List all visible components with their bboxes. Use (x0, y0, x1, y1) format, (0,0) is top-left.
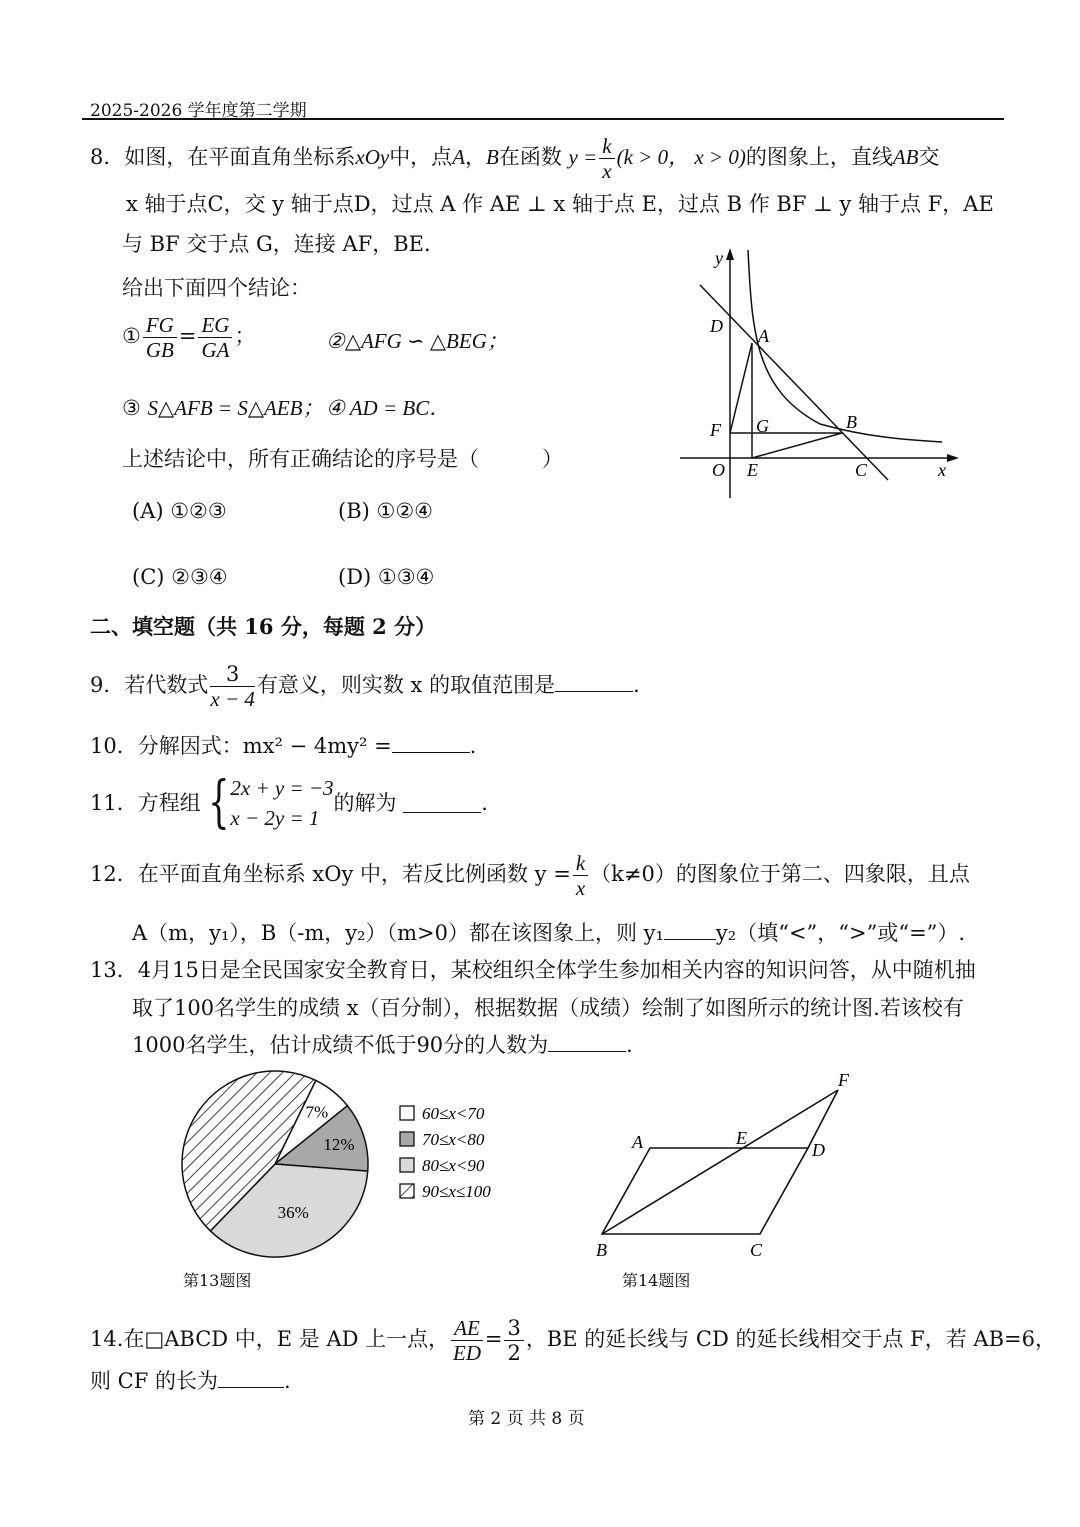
legend-label-2: 70≤x<80 (422, 1130, 485, 1149)
pie-slice-label-1: 7% (305, 1102, 329, 1122)
legend-label-4: 90≤x≤100 (422, 1182, 491, 1201)
segment-bf (602, 1090, 838, 1234)
label-y: y (715, 248, 723, 268)
q13-figure-caption: 第13题图 (183, 1271, 252, 1290)
legend-swatch-1 (400, 1106, 414, 1120)
q8-line-2: x 轴于点C，交 y 轴于点D，过点 A 作 AE ⊥ x 轴于点 E，过点 B 作 BF ⊥ y 轴于点 F，AE (126, 192, 994, 216)
exam-term: 2025-2026 学年度第二学期 (90, 101, 307, 121)
legend-swatch-4 (400, 1184, 414, 1198)
label-b: B (846, 412, 857, 432)
q8-option-d[interactable]: (D) ①③④ (338, 565, 435, 589)
label-f: F (710, 420, 721, 440)
segment-be (752, 433, 842, 458)
label-x: x (938, 460, 946, 480)
label-f: F (838, 1070, 849, 1090)
q8-conclusion-3: ③ S△AFB = S△AEB； (122, 396, 324, 420)
q12-answer-blank[interactable] (664, 921, 716, 940)
q12-line-1: 12．在平面直角坐标系 xOy 中，若反比例函数 y = $\frac{k}{x}$ （k≠0）的图象位于第二、四象限，且点 (90, 851, 970, 900)
label-a: A (632, 1132, 643, 1152)
q8-fraction-k-over-x: $\frac{k}{x}$ (599, 134, 614, 183)
label-c: C (750, 1240, 763, 1260)
legend-label-1: 60≤x<70 (422, 1104, 485, 1123)
q11-answer-blank[interactable] (403, 794, 481, 813)
label-b: B (596, 1240, 607, 1260)
label-g: G (756, 416, 769, 436)
q13-line-1: 13．4月15日是全民国家安全教育日，某校组织全体学生参加相关内容的知识问答，从中随机抽 (90, 958, 976, 982)
label-d: D (812, 1140, 825, 1160)
pie-slice-label-2: 12% (323, 1135, 355, 1155)
line-dc (700, 285, 888, 480)
q14-line-2: 则 CF 的长为 . (90, 1369, 291, 1393)
q13-pie-chart (170, 1070, 550, 1260)
header-rule (82, 118, 1004, 120)
q8-question: 上述结论中，所有正确结论的序号是（ ） (122, 447, 563, 471)
q8-conclusion-1: ① $\frac{FG}{GB}$ = $\frac{EG}{GA}$ ； (122, 313, 256, 362)
hyperbola-curve (748, 250, 942, 442)
x-axis-arrow (947, 454, 959, 462)
q14-answer-blank[interactable] (218, 1369, 284, 1388)
q13-line-3: 1000名学生，估计成绩不低于90分的人数为 . (132, 1033, 633, 1057)
label-e: E (736, 1128, 747, 1148)
q10-answer-blank[interactable] (392, 734, 470, 753)
q8-line-3: 与 BF 交于点 G，连接 AF，BE． (122, 232, 445, 256)
y-axis-arrow (726, 248, 734, 260)
legend-swatch-2 (400, 1132, 414, 1146)
legend-swatch-3 (400, 1158, 414, 1172)
q8-option-a[interactable]: (A) ①②③ (132, 499, 227, 523)
q11: 11．方程组 { 2x + y = −3 x − 2y = 1 的解为 . (90, 770, 488, 835)
label-o: O (712, 460, 725, 480)
q14-figure-caption: 第14题图 (622, 1271, 691, 1290)
q10: 10．分解因式：mx² − 4my² = . (90, 734, 477, 758)
q8-conclusion-2: ②△AFG ∽ △BEG； (326, 329, 508, 353)
legend-label-3: 80≤x<90 (422, 1156, 485, 1175)
q8-line-1: 8．如图，在平面直角坐标系xOy中，点A，B在函数 y = $\frac{k}{x}$ (k > 0， x > 0)的图象上，直线AB交 (90, 134, 940, 183)
label-e: E (747, 460, 758, 480)
q8-figure (670, 240, 970, 510)
q8-conclusion-4: ④ AD = BC． (326, 396, 451, 420)
label-c: C (855, 460, 868, 480)
q14-line-1: 14.在□ABCD 中，E 是 AD 上一点， $\frac{AE}{ED}$ = $\frac{3}{2}$ ，BE 的延长线与 CD 的延长线相交于点 F，若 AB=6， (90, 1316, 1056, 1365)
q8-intro: 给出下面四个结论： (122, 276, 311, 300)
page-number: 第 2 页 共 8 页 (468, 1409, 585, 1429)
q8-option-c[interactable]: (C) ②③④ (132, 565, 228, 589)
q9: 9．若代数式 $\frac{3}{x - 4}$ 有意义，则实数 x 的取值范围是 . (90, 662, 640, 711)
q13-line-2: 取了100名学生的成绩 x（百分制），根据数据（成绩）绘制了如图所示的统计图.若该校有 (132, 996, 964, 1020)
q14-figure (590, 1068, 870, 1268)
q13-answer-blank[interactable] (548, 1033, 626, 1052)
label-d: D (710, 316, 723, 336)
segment-af (730, 343, 752, 433)
pie-slice-label-3: 36% (277, 1202, 309, 1222)
section-2-title: 二、填空题（共 16 分，每题 2 分） (90, 614, 437, 639)
q12-line-2: A（m，y₁），B（-m，y₂）（m>0）都在该图象上，则 y₁ y₂（填“<”，“>”或“=”）. (132, 921, 966, 945)
parallelogram-abcd (602, 1148, 808, 1234)
q9-answer-blank[interactable] (555, 673, 633, 692)
label-a: A (758, 326, 769, 346)
q8-option-b[interactable]: (B) ①②④ (338, 499, 433, 523)
